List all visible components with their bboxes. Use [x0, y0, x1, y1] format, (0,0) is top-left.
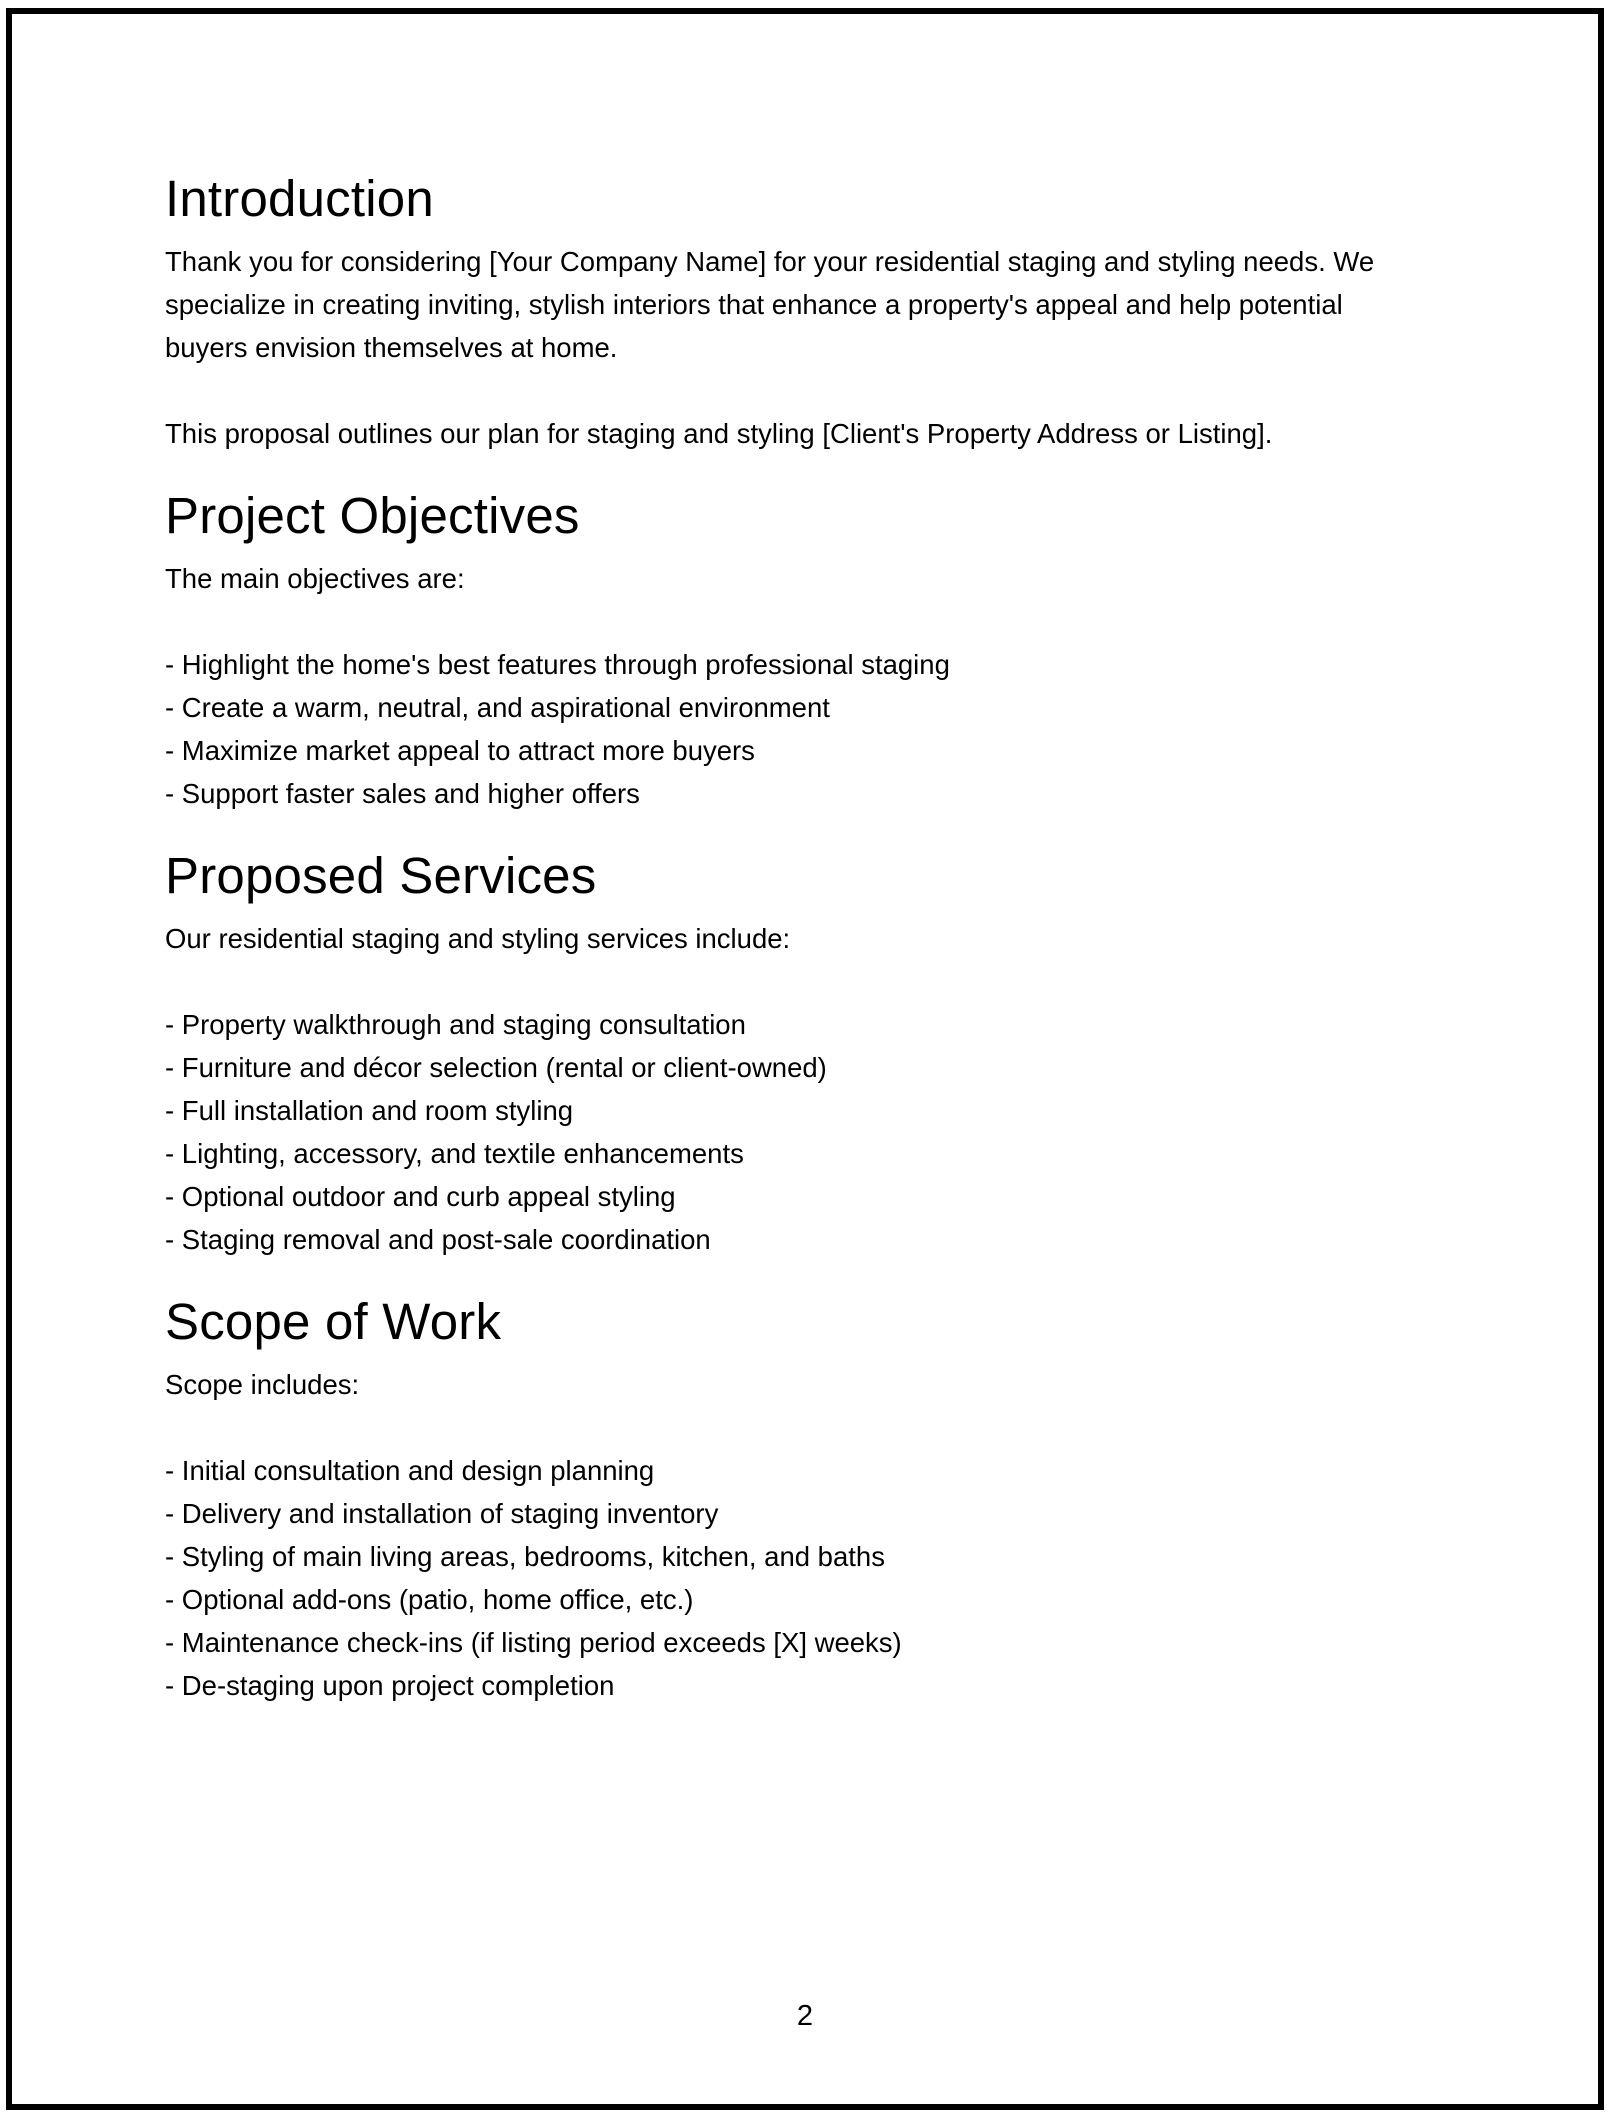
- list-item: - Lighting, accessory, and textile enhancements: [165, 1138, 744, 1169]
- list-item: - Styling of main living areas, bedrooms, kitchen, and baths: [165, 1541, 885, 1572]
- introduction-section: [165, 168, 1465, 455]
- document-page: [6, 8, 1604, 2110]
- objectives-heading: Project Objectives: [165, 487, 580, 544]
- list-item: - Property walkthrough and staging consultation: [165, 1009, 746, 1040]
- services-list: [165, 1003, 1465, 1261]
- scope-list: [165, 1449, 1465, 1707]
- list-item: - Maximize market appeal to attract more buyers: [165, 735, 755, 766]
- introduction-paragraph-2: This proposal outlines our plan for staging and styling [Client's Property Address or Listing].: [165, 418, 1273, 449]
- services-intro: Our residential staging and styling services include:: [165, 923, 791, 954]
- list-item: - De-staging upon project completion: [165, 1670, 615, 1701]
- paragraph-gap: [165, 369, 1465, 412]
- list-item: - Delivery and installation of staging inventory: [165, 1498, 719, 1529]
- objectives-section: [165, 485, 1465, 815]
- list-item: - Staging removal and post-sale coordination: [165, 1224, 711, 1255]
- list-item: - Optional add-ons (patio, home office, etc.): [165, 1584, 694, 1615]
- list-item: - Maintenance check-ins (if listing period exceeds [X] weeks): [165, 1627, 902, 1658]
- paragraph-gap: [165, 600, 1465, 643]
- list-item: - Full installation and room styling: [165, 1095, 574, 1126]
- services-section: [165, 845, 1465, 1261]
- services-heading: Proposed Services: [165, 847, 597, 904]
- scope-intro: Scope includes:: [165, 1369, 360, 1400]
- page-content: [165, 168, 1465, 1707]
- objectives-intro: The main objectives are:: [165, 563, 465, 594]
- list-item: - Optional outdoor and curb appeal styling: [165, 1181, 676, 1212]
- paragraph-gap: [165, 1406, 1465, 1449]
- list-item: - Highlight the home's best features through professional staging: [165, 649, 950, 680]
- objectives-list: [165, 643, 1465, 815]
- list-item: - Create a warm, neutral, and aspirational environment: [165, 692, 830, 723]
- scope-heading: Scope of Work: [165, 1293, 502, 1350]
- list-item: - Furniture and décor selection (rental or client-owned): [165, 1052, 827, 1083]
- paragraph-gap: [165, 960, 1465, 1003]
- introduction-paragraph-1: Thank you for considering [Your Company Name] for your residential staging and styling needs. We specialize in creating inviting, stylish interiors that enhance a property's appeal and help potential buyers envision themselves at home.: [165, 246, 1375, 363]
- introduction-heading: Introduction: [165, 170, 434, 227]
- scope-section: [165, 1291, 1465, 1707]
- list-item: - Support faster sales and higher offers: [165, 778, 640, 809]
- list-item: - Initial consultation and design planning: [165, 1455, 655, 1486]
- page-number: 2: [796, 2000, 814, 2032]
